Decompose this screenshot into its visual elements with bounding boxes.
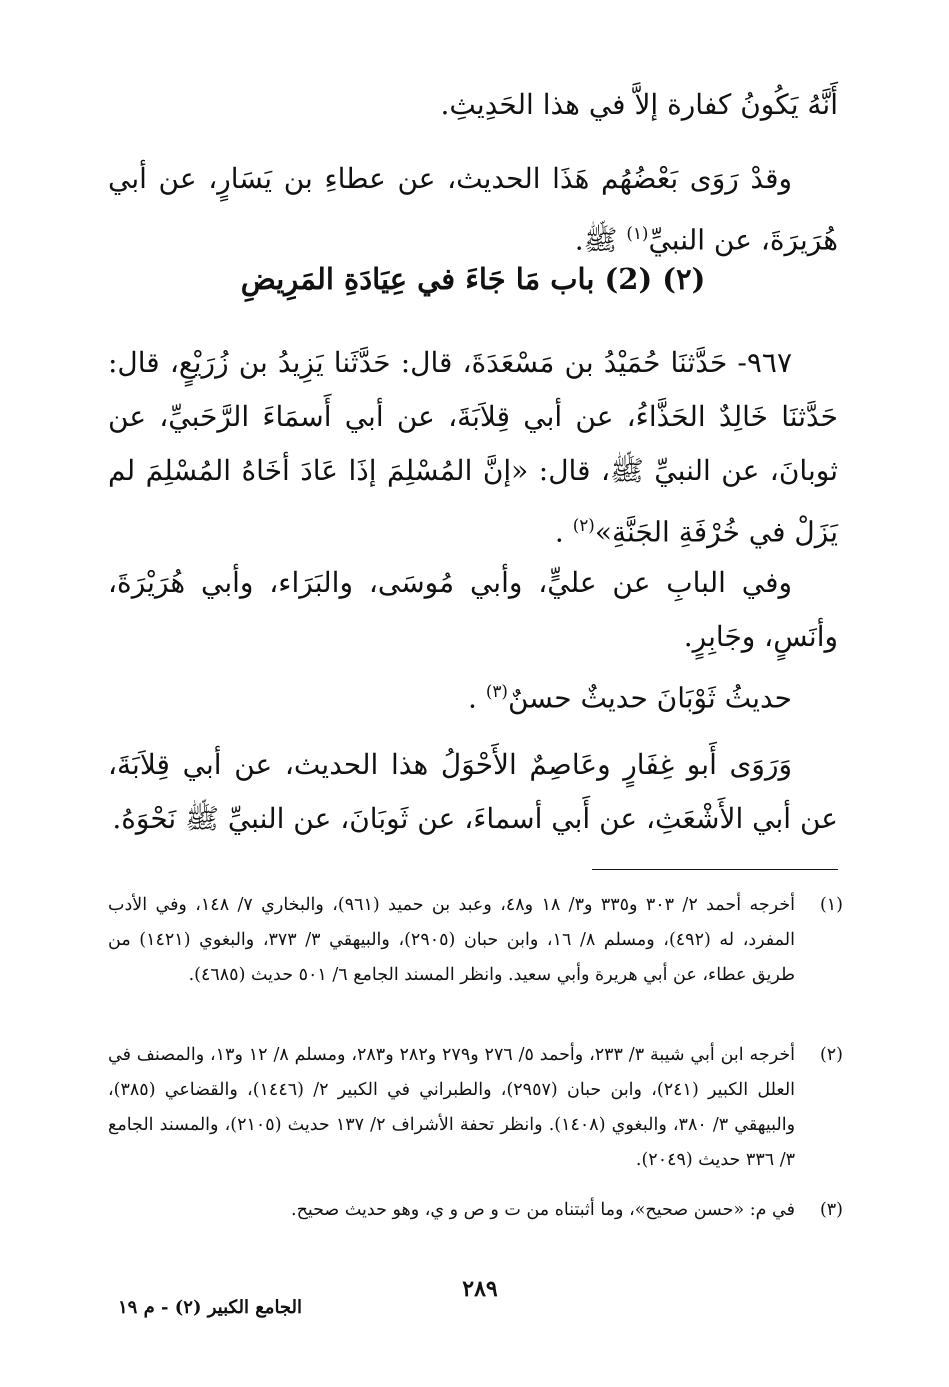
paragraph-2 — [108, 152, 838, 267]
footnote-2-number: (٢) — [819, 1045, 843, 1065]
paragraph-5-end: . — [468, 681, 486, 715]
footnote-1-number: (١) — [819, 895, 843, 915]
footnote-2 — [108, 1038, 843, 1178]
footnote-ref-1: (١) — [626, 223, 649, 243]
footnote-ref-3: (٣) — [485, 681, 508, 701]
hadith-967-text: ٩٦٧- حَدَّثنَا حُمَيْدُ بن مَسْعَدَةَ، قال: حَدَّثَنا يَزِيدُ بن زُرَيْعٍ، قال: حَدَّثنَا خَالِدٌ الحَذَّاءُ، عن أبي قِلاَبَةَ، عن أبي أَسمَاءَ الرَّحَبيِّ، عن ثوبانَ، عن النبيِّ ﷺ، قال: «إنَّ المُسْلِمَ إذَا عَادَ أخَاهُ المُسْلِمَ لم يَزَلْ في خُرْفَةِ الجَنَّةِ» — [108, 346, 838, 549]
footnote-3 — [108, 1193, 843, 1228]
paragraph-1 — [108, 78, 838, 132]
paragraph-6 — [108, 738, 838, 846]
paragraph-5 — [108, 664, 838, 725]
footnote-1-text: أخرجه أحمد ٢/ ٣٠٣ و٣٣٥ و٣/ ١٨ و٤٨، وعبد بن حميد (٩٦١)، والبخاري ٧/ ١٤٨، وفي الأدب المفرد، له (٤٩٢)، ومسلم ٨/ ١٦، وابن حبان (٢٩٠٥)، والبيهقي ٣/ ٣٧٣، والبغوي (١٤٢١) من طريق عطاء، عن أبي هريرة وأبي سعيد. وانظر المسند الجامع ٦/ ٥٠١ حديث (٤٦٨٥). — [108, 895, 795, 985]
footnote-3-number: (٣) — [819, 1200, 843, 1220]
paragraph-4-text: وفي البابِ عن عليٍّ، وأبي مُوسَى، والبَرَاء، وأبي هُرَيْرَةَ، وأنَسٍ، وجَابِرٍ. — [108, 566, 838, 653]
hadith-967-end: . — [554, 515, 573, 549]
chapter-heading: (٢) (2) باب مَا جَاءَ في عِيَادَةِ المَرِيضِ — [240, 262, 706, 296]
paragraph-4 — [108, 556, 838, 664]
paragraph-1-text: أَنَّهُ يَكُونُ كفارة إلاَّ في هذا الحَدِيثِ. — [440, 88, 838, 121]
hadith-967 — [108, 336, 838, 559]
footnote-separator — [592, 869, 838, 870]
footnote-1 — [108, 888, 843, 993]
page-number: ٢٨٩ — [462, 1276, 498, 1302]
paragraph-6-text: وَرَوَى أَبو غِفَارٍ وعَاصِمٌ الأَحْوَلُ هذا الحديث، عن أبي قِلاَبَةَ، عن أبي الأَشْعَثِ، عن أَبي أسماءَ، عن ثَوبَانَ، عن النبيِّ ﷺ نَحْوَهُ. — [108, 748, 838, 835]
paragraph-2-text: وقدْ رَوَى بَعْضُهُم هَذَا الحديث، عن عطاءِ بن يَسَارٍ، عن أبي هُرَيرَةَ، عن النبيِّ — [108, 162, 838, 257]
paragraph-5-text: حديثُ ثَوْبَانَ حديثٌ حسنٌ — [507, 681, 792, 715]
printer-signature: الجامع الكبير (٢) - م ١٩ — [118, 1297, 303, 1318]
footnote-2-text: أخرجه ابن أبي شيبة ٣/ ٢٣٣، وأحمد ٥/ ٢٧٦ و٢٧٩ و٢٨٢ و٢٨٣، ومسلم ٨/ ١٢ و١٣، والمصنف في العلل الكبير (٢٤١)، وابن حبان (٢٩٥٧)، والطبراني في الكبير ٢/ (١٤٤٦)، والقضاعي (٣٨٥)، والبيهقي ٣/ ٣٨٠، والبغوي (١٤٠٨). وانظر تحفة الأشراف ٢/ ١٣٧ حديث (٢١٠٥)، والمسند الجامع ٣/ ٣٣٦ حديث (٢٠٤٩). — [108, 1045, 796, 1170]
footnote-ref-2: (٢) — [572, 515, 595, 535]
paragraph-2-end: ﷺ. — [574, 223, 627, 257]
footnote-3-text: في م: «حسن صحيح»، وما أثبتناه من ت و ص و ي، وهو حديث صحيح. — [291, 1200, 795, 1220]
